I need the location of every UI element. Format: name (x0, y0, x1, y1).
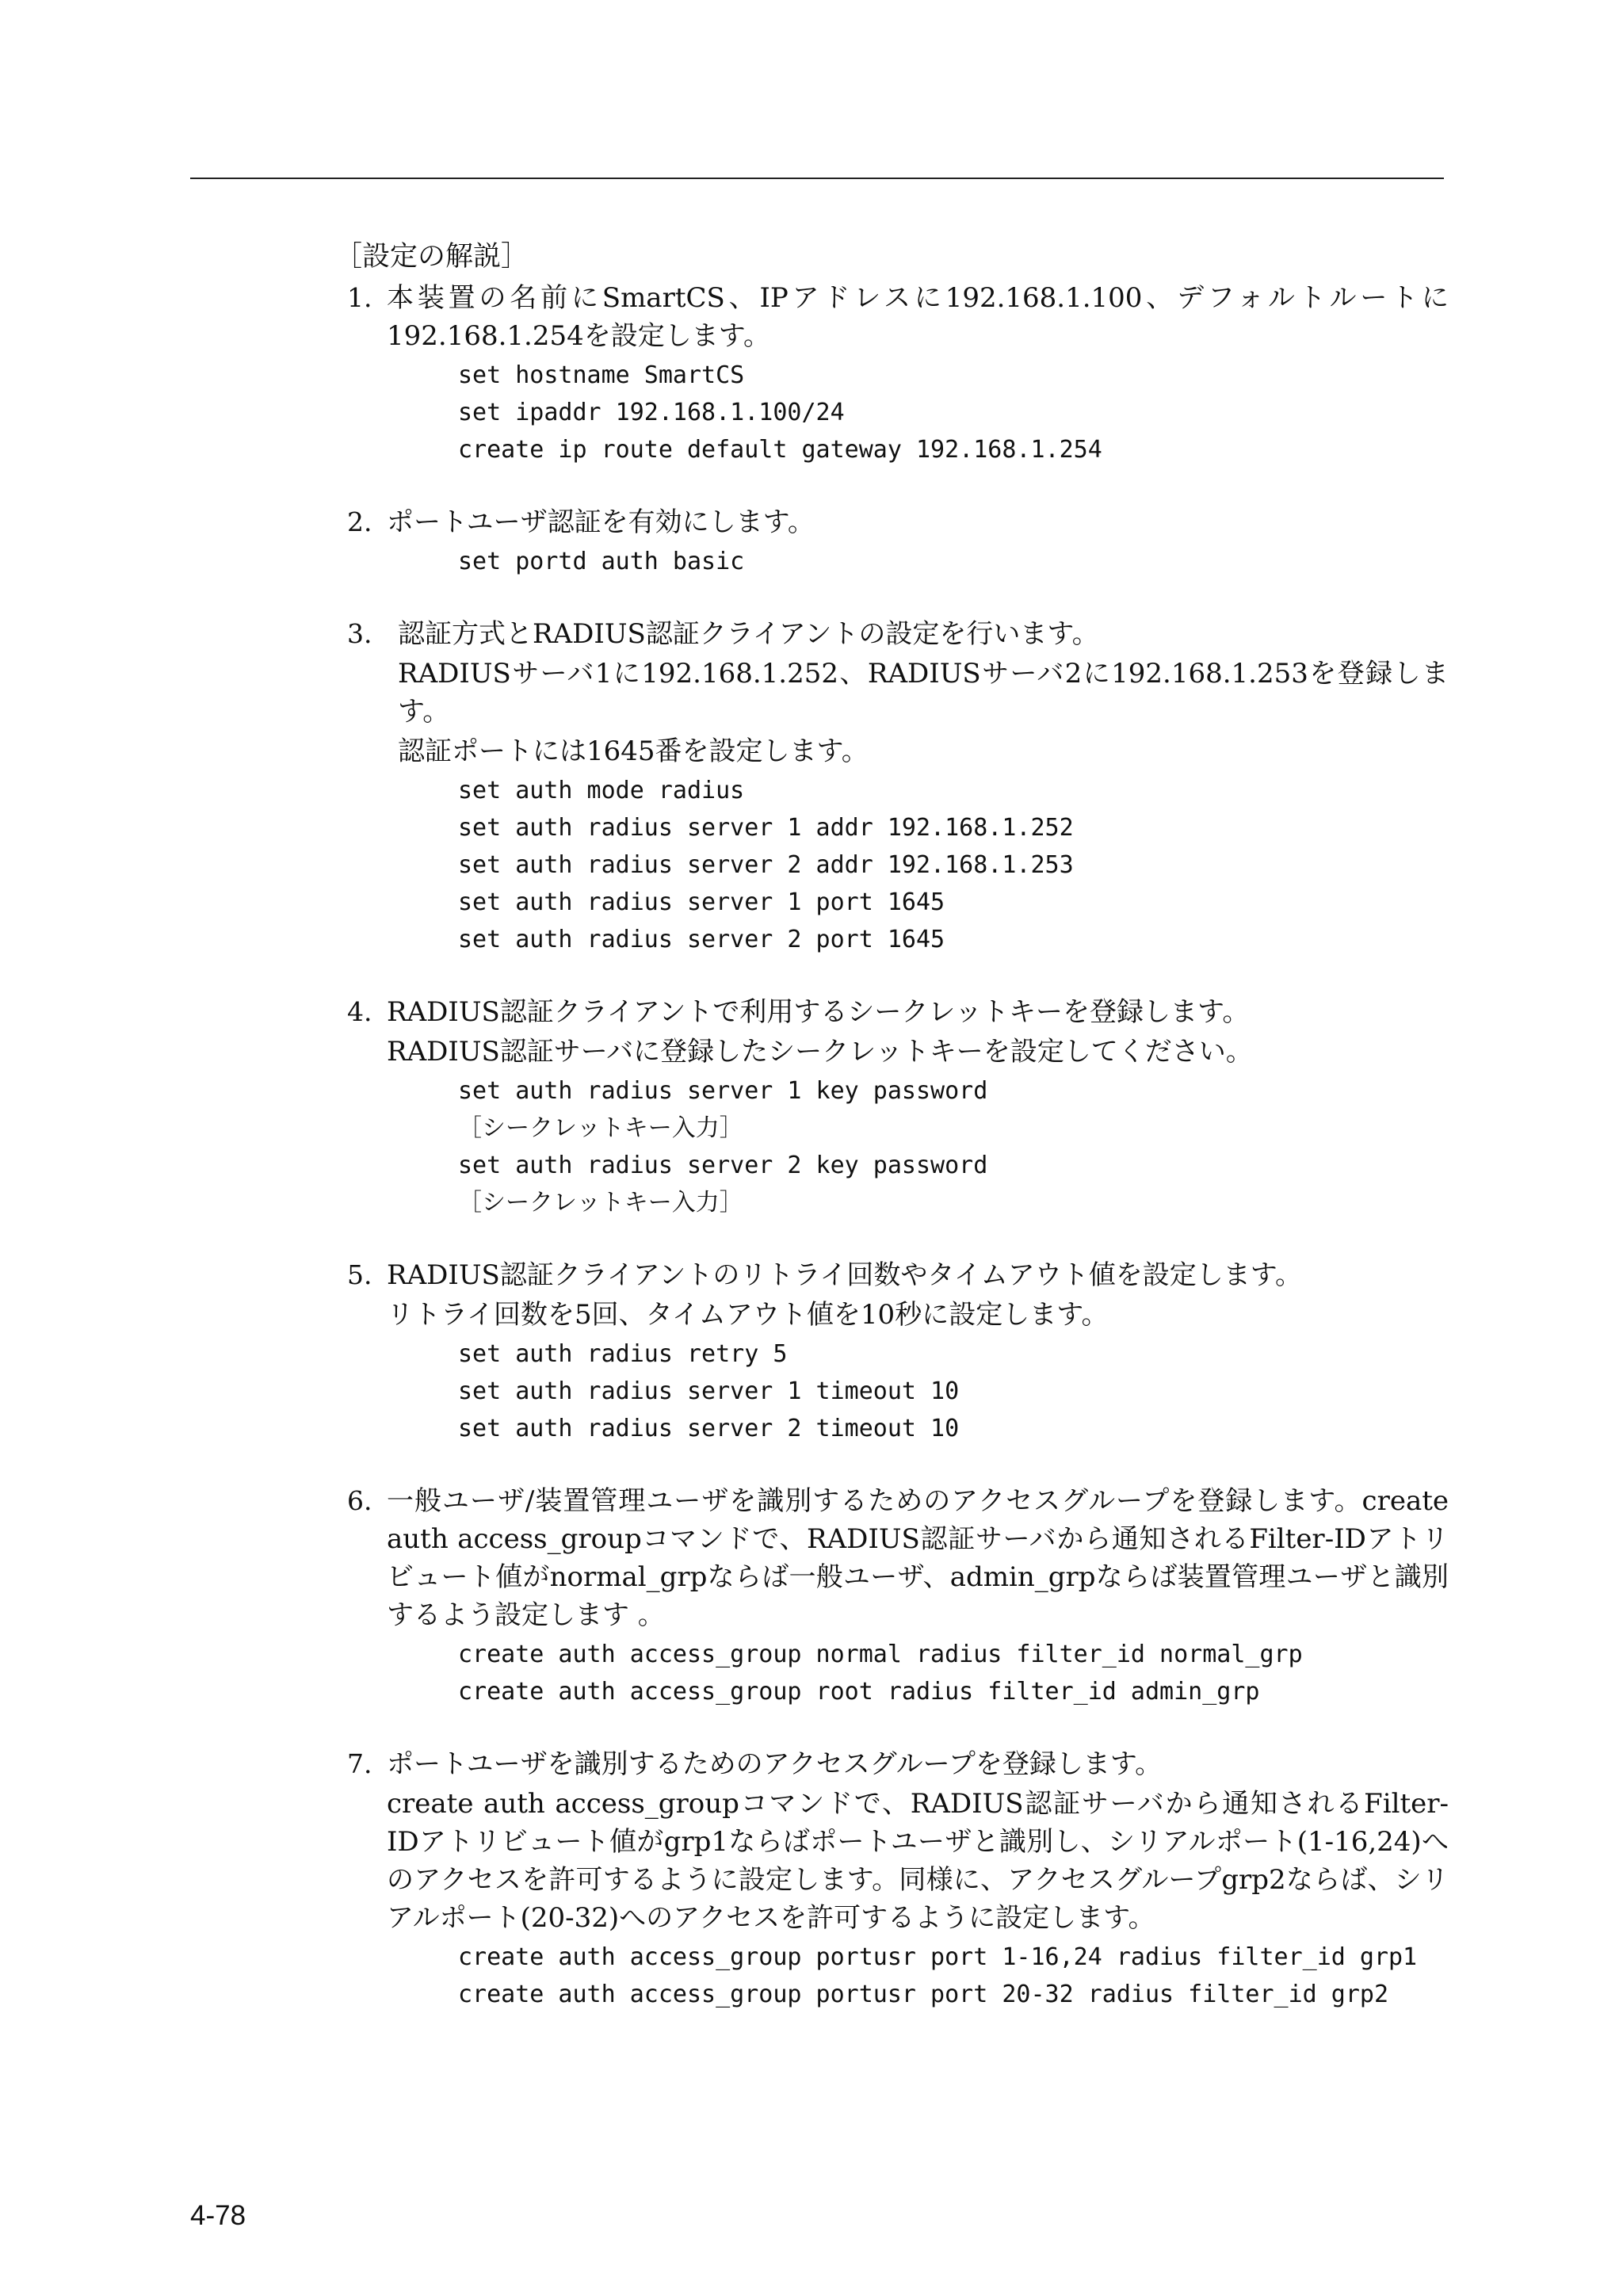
item-paragraph: RADIUS認証クライアントで利用するシークレットキーを登録します。 (387, 996, 1250, 1028)
list-item (347, 615, 1449, 958)
page-number: 4-78 (190, 2200, 246, 2231)
code-line: set hostname SmartCS (458, 361, 745, 389)
list-item (347, 279, 1449, 468)
item-number: 1. (347, 282, 372, 313)
item-paragraph: 一般ユーザ/装置管理ユーザを識別するためのアクセスグループを登録します。create auth access_groupコマンドで、RADIUS認証サーバから通知されるFilter-IDアトリビュート値がnormal_grpならば一般ユーザ、admin_grpならば装置管理ユーザと識別するよう設定します 。 (387, 1485, 1449, 1631)
item-body (387, 1482, 1449, 1710)
item-paragraph: 認証ポートには1645番を設定します。 (398, 735, 869, 767)
section-heading: ［設定の解説］ (334, 241, 529, 273)
code-line: set portd auth basic (458, 548, 745, 575)
code-line: create auth access_group normal radius filter_id normal_grp (458, 1641, 1303, 1668)
item-paragraph: 認証方式とRADIUS認証クライアントの設定を行います。 (398, 618, 1099, 650)
code-line: set auth mode radius (458, 777, 745, 804)
item-paragraph: リトライ回数を5回、タイムアウト値を10秒に設定します。 (387, 1299, 1109, 1331)
item-number: 6. (347, 1485, 372, 1516)
item-number: 5. (347, 1259, 372, 1290)
item-paragraph: 本装置の名前にSmartCS、IPアドレスに192.168.1.100、デフォルトルートに192.168.1.254を設定します。 (387, 282, 1449, 352)
item-paragraph: RADIUS認証サーバに登録したシークレットキーを設定してください。 (387, 1036, 1253, 1068)
code-line: set auth radius server 1 key password (458, 1077, 988, 1105)
list-item (347, 1256, 1449, 1447)
item-paragraph: ポートユーザ認証を有効にします。 (387, 506, 815, 538)
code-line: set auth radius server 1 addr 192.168.1.252 (458, 814, 1074, 842)
instruction-list (347, 279, 1449, 2048)
code-line: ［シークレットキー入力］ (458, 1114, 743, 1142)
list-item (347, 503, 1449, 580)
item-body (387, 279, 1449, 468)
item-paragraph: RADIUS認証クライアントのリトライ回数やタイムアウト値を設定します。 (387, 1259, 1302, 1291)
code-line: create ip route default gateway 192.168.1.254 (458, 436, 1102, 464)
code-line: set auth radius server 1 port 1645 (458, 888, 945, 916)
list-item (347, 1482, 1449, 1710)
item-number: 2. (347, 506, 372, 537)
code-line: set auth radius server 2 timeout 10 (458, 1415, 960, 1442)
code-line: set auth radius server 2 port 1645 (458, 926, 945, 953)
item-paragraph: RADIUSサーバ1に192.168.1.252、RADIUSサーバ2に192.168.1.253を登録します。 (398, 658, 1449, 728)
item-body (398, 615, 1449, 958)
item-number: 7. (347, 1748, 372, 1779)
top-rule (190, 178, 1444, 179)
code-line: set auth radius retry 5 (458, 1340, 788, 1368)
code-line: create auth access_group portusr port 20-32 radius filter_id grp2 (458, 1981, 1388, 2008)
item-paragraph: create auth access_groupコマンドで、RADIUS認証サーバから通知されるFilter-IDアトリビュート値がgrp1ならばポートユーザと識別し、シリアルポート(1-16,24)へのアクセスを許可するように設定します。同様に、アクセスグループgrp2ならば、シリアルポート(20-32)へのアクセスを許可するように設定します。 (387, 1788, 1449, 1934)
code-line: set ipaddr 192.168.1.100/24 (458, 399, 845, 426)
list-item (347, 1745, 1449, 2013)
code-line: set auth radius server 2 key password (458, 1152, 988, 1179)
item-body (387, 503, 1449, 580)
code-line: set auth radius server 1 timeout 10 (458, 1377, 960, 1405)
item-body (387, 1256, 1449, 1447)
code-line: create auth access_group portusr port 1-16,24 radius filter_id grp1 (458, 1943, 1418, 1971)
item-number: 3. (347, 618, 372, 649)
item-body (387, 993, 1449, 1221)
item-number: 4. (347, 996, 372, 1027)
code-line: create auth access_group root radius filter_id admin_grp (458, 1678, 1260, 1706)
list-item (347, 993, 1449, 1221)
item-paragraph: ポートユーザを識別するためのアクセスグループを登録します。 (387, 1748, 1163, 1780)
code-line: ［シークレットキー入力］ (458, 1189, 743, 1217)
code-line: set auth radius server 2 addr 192.168.1.253 (458, 851, 1074, 879)
item-body (387, 1745, 1449, 2013)
